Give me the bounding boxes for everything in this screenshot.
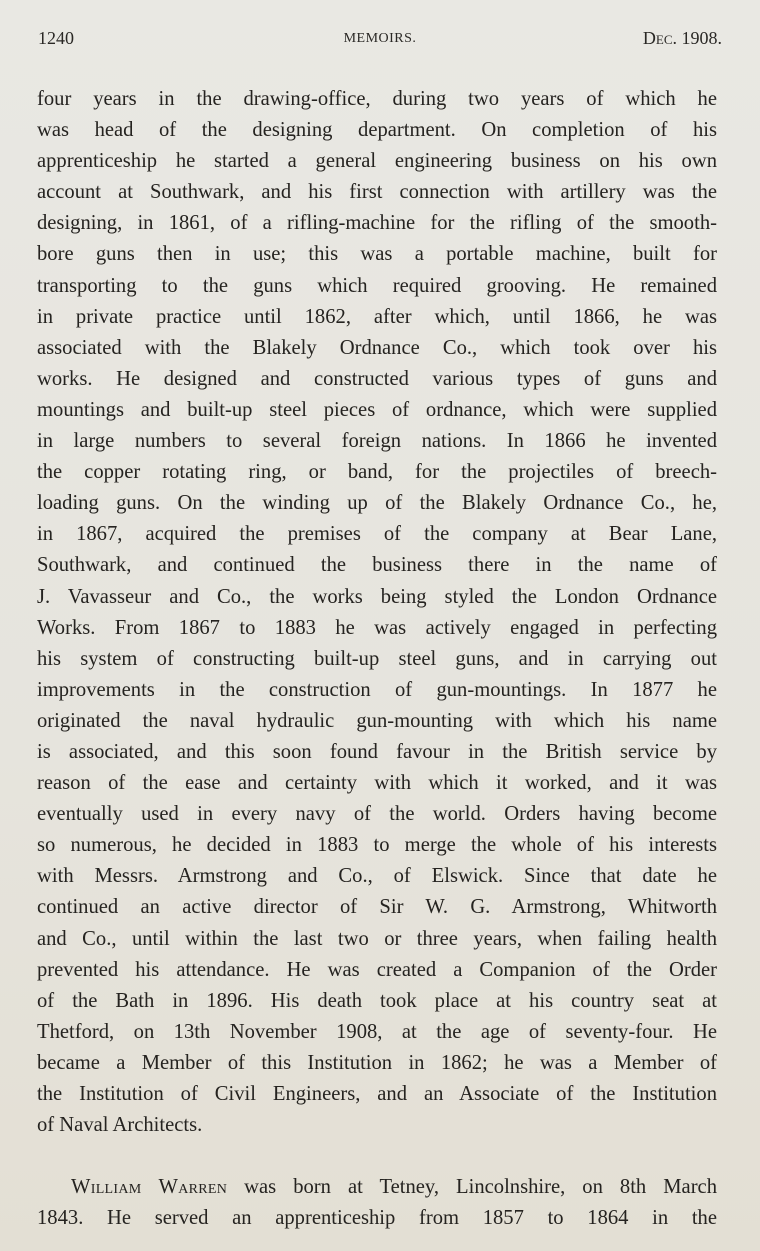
text-line: improvements in the construction of gun-mountings. In 1877 he	[37, 678, 717, 701]
text-line: the copper rotating ring, or band, for the projectiles of breech-	[37, 461, 717, 484]
text-line: designing, in 1861, of a rifling-machine for the rifling of the smooth-	[37, 212, 717, 235]
body-text	[37, 84, 717, 1234]
page-number: 1240	[38, 28, 74, 48]
subject-name: William Warren	[71, 1176, 228, 1199]
text-line: loading guns. On the winding up of the Blakely Ordnance Co., he,	[37, 492, 717, 515]
text-line: continued an active director of Sir W. G. Armstrong, Whitworth	[37, 896, 717, 919]
text-line: originated the naval hydraulic gun-mounting with which his name	[37, 709, 717, 732]
text-line: associated with the Blakely Ordnance Co., which took over his	[37, 336, 717, 359]
section-title: MEMOIRS.	[343, 31, 417, 46]
text-line: Southwark, and continued the business there in the name of	[37, 554, 717, 577]
memoir-paragraph-warren	[37, 1172, 717, 1234]
text-line: Thetford, on 13th November 1908, at the age of seventy-four. He	[37, 1020, 717, 1043]
text-line: transporting to the guns which required grooving. He remained	[37, 274, 717, 297]
text-line-rest: was born at Tetney, Lincolnshire, on 8th March	[227, 1176, 717, 1199]
text-line: in 1867, acquired the premises of the company at Bear Lane,	[37, 523, 717, 546]
text-line	[37, 1172, 717, 1203]
text-line: was head of the designing department. On completion of his	[37, 119, 717, 142]
paragraph-gap	[37, 1141, 717, 1172]
text-line: in private practice until 1862, after which, until 1866, he was	[37, 305, 717, 328]
text-line: so numerous, he decided in 1883 to merge the whole of his interests	[37, 834, 717, 857]
text-line: account at Southwark, and his first connection with artillery was the	[37, 181, 717, 204]
text-line: is associated, and this soon found favour in the British service by	[37, 740, 717, 763]
running-head	[38, 28, 722, 52]
text-line: the Institution of Civil Engineers, and an Associate of the Institution	[37, 1083, 717, 1105]
text-line: apprenticeship he started a general engineering business on his own	[37, 150, 717, 173]
text-line: of Naval Architects.	[37, 1114, 203, 1137]
text-line: 1843. He served an apprenticeship from 1857 to 1864 in the	[37, 1207, 717, 1230]
text-line: bore guns then in use; this was a portable machine, built for	[37, 243, 717, 266]
issue-date: Dec. 1908.	[642, 28, 722, 48]
text-line: prevented his attendance. He was created a Companion of the Order	[37, 958, 717, 981]
text-line: works. He designed and constructed various types of guns and	[37, 367, 717, 390]
text-line: eventually used in every navy of the world. Orders having become	[37, 803, 717, 826]
text-line: and Co., until within the last two or three years, when failing health	[37, 927, 717, 950]
text-line: his system of constructing built-up steel guns, and in carrying out	[37, 647, 717, 670]
text-line: reason of the ease and certainty with which it worked, and it was	[37, 772, 717, 795]
text-line: J. Vavasseur and Co., the works being styled the London Ordnance	[37, 585, 717, 608]
text-line: of the Bath in 1896. His death took place at his country seat at	[37, 989, 717, 1012]
memoir-paragraph-vavasseur	[37, 84, 717, 1141]
text-line: Works. From 1867 to 1883 he was actively engaged in perfecting	[37, 616, 717, 639]
text-line: four years in the drawing-office, during two years of which he	[37, 88, 717, 110]
text-line: became a Member of this Institution in 1862; he was a Member of	[37, 1051, 717, 1074]
text-line: mountings and built-up steel pieces of ordnance, which were supplied	[37, 398, 717, 421]
text-line: in large numbers to several foreign nations. In 1866 he invented	[37, 430, 717, 453]
text-line: with Messrs. Armstrong and Co., of Elswick. Since that date he	[37, 865, 717, 888]
